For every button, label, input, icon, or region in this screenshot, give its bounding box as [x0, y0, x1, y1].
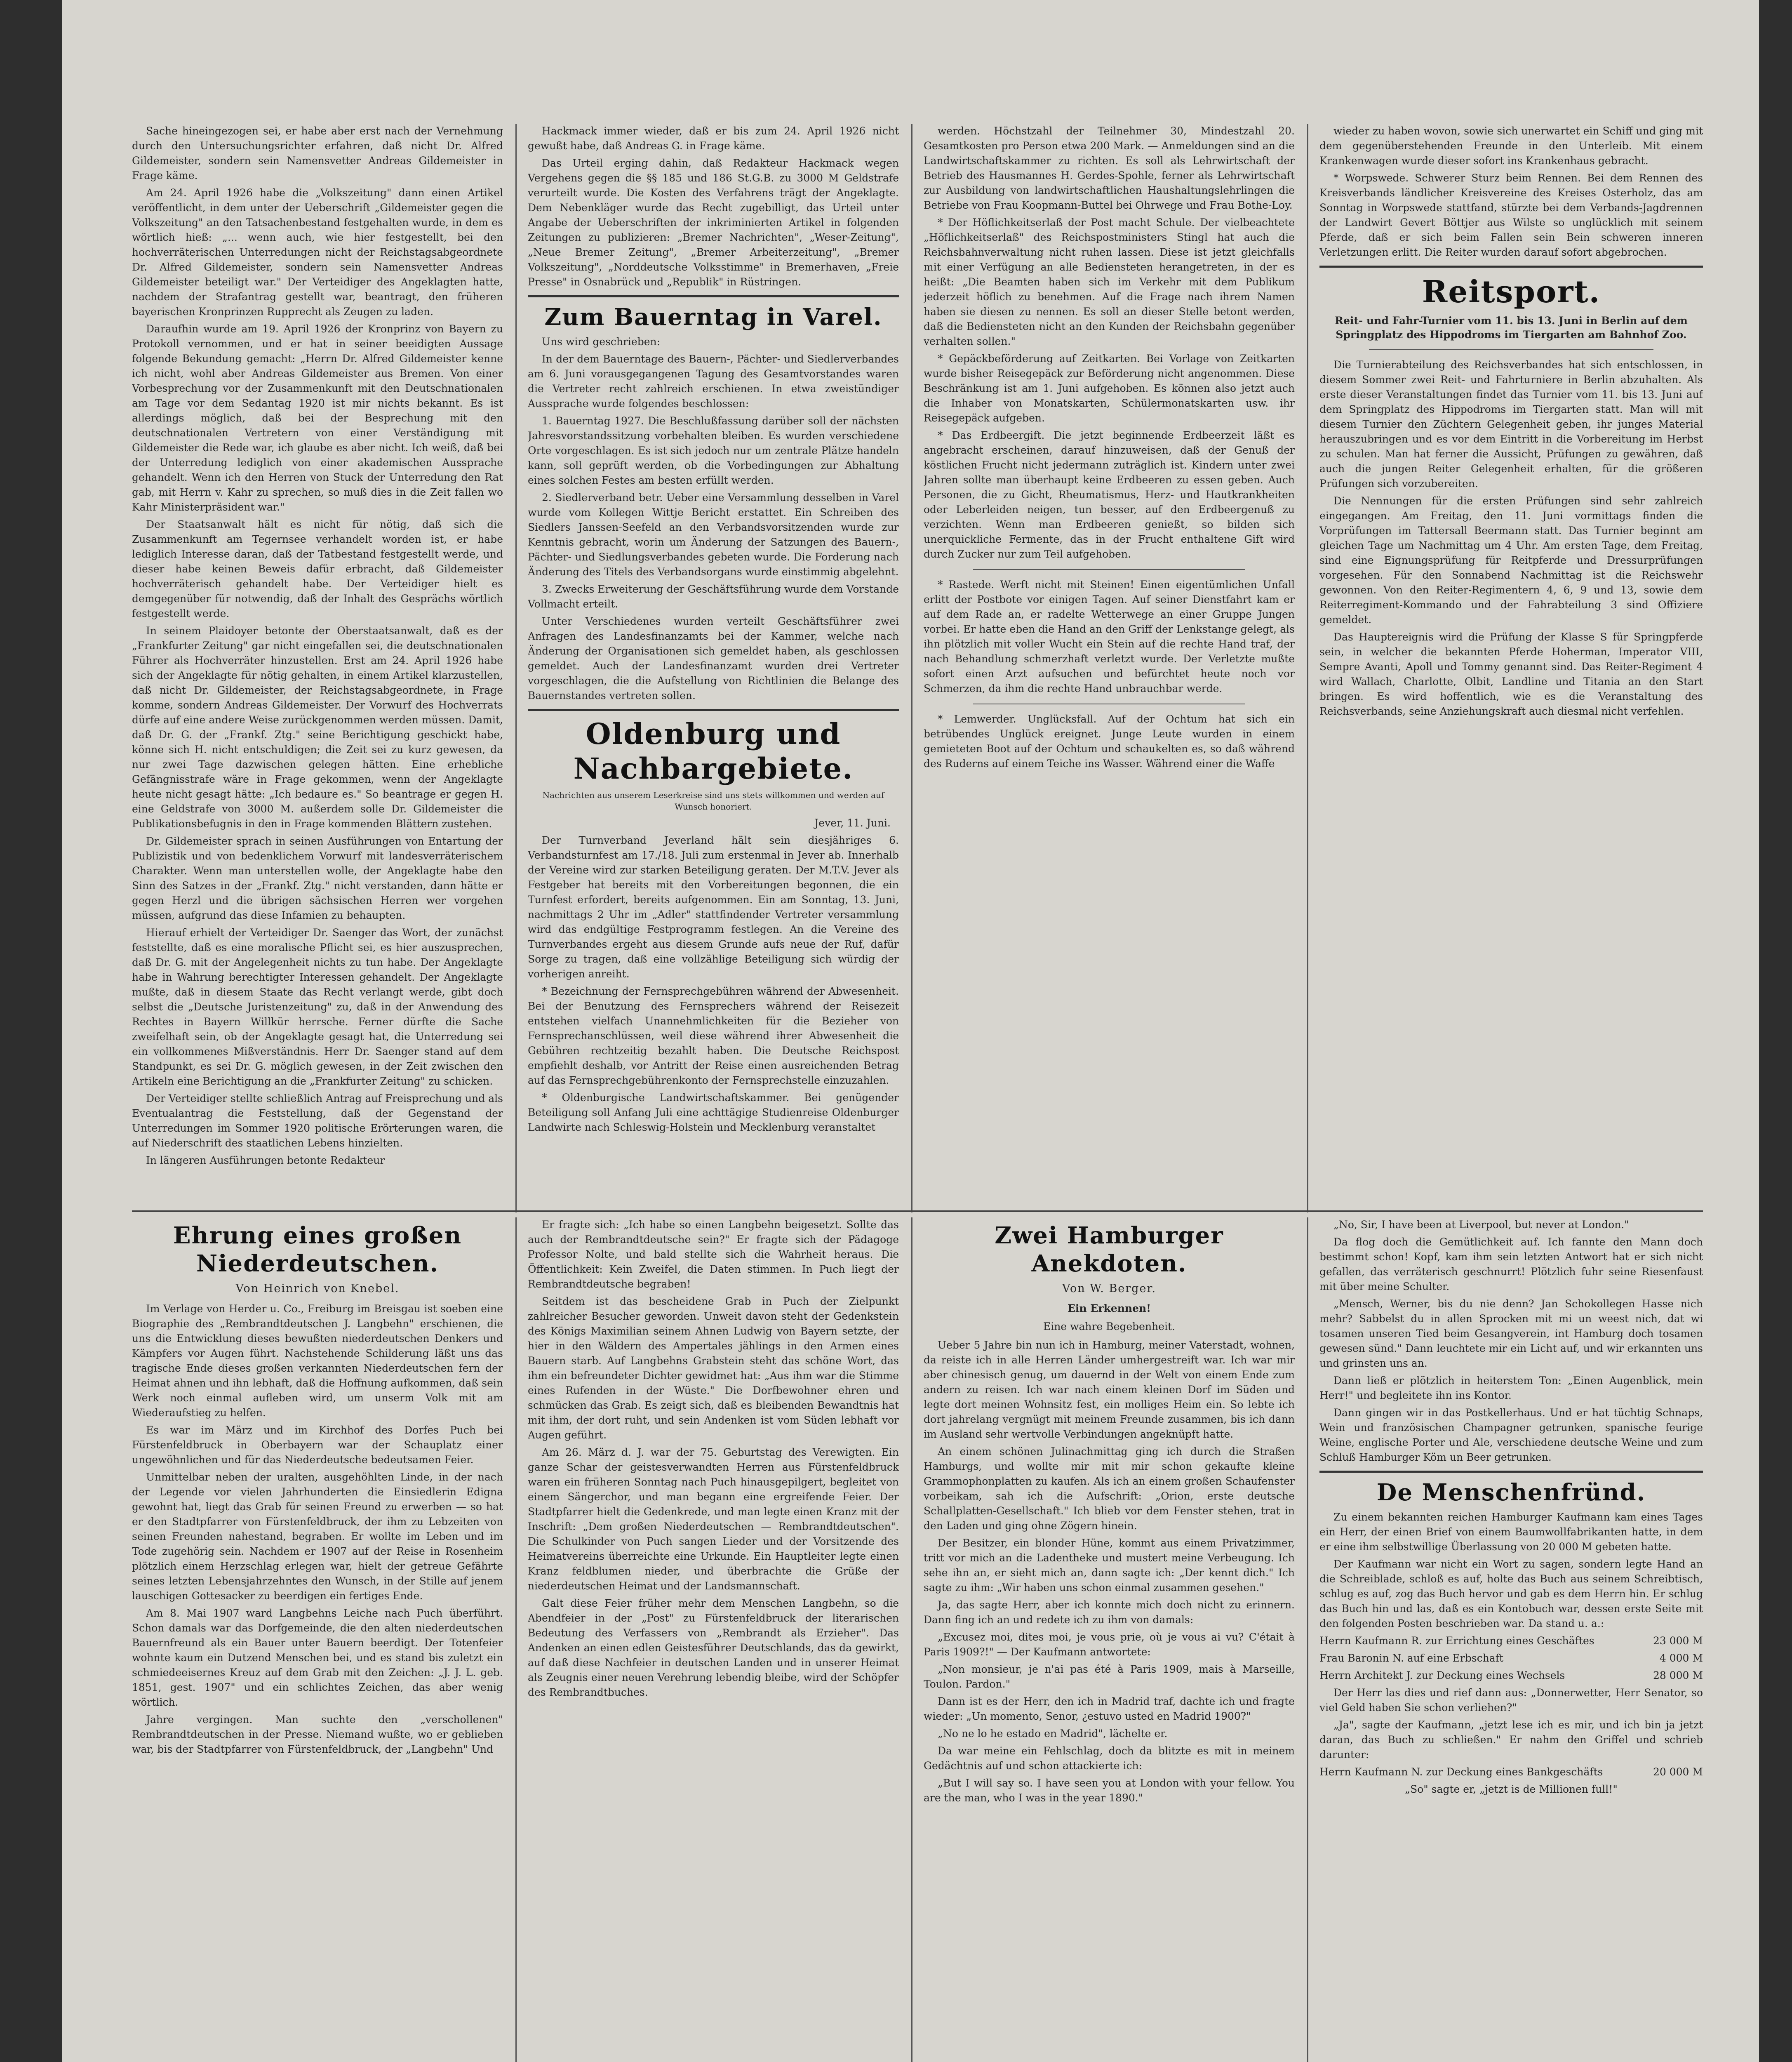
story-title: Ein Erkennen!	[1067, 1302, 1151, 1314]
article-subheadline: Reit- und Fahr-Turnier vom 11. bis 13. Juni in Berlin auf dem Springplatz des Hippodroms im Tiergarten am Bahnhof Zoo.	[1335, 315, 1688, 341]
column-3-anekdoten	[924, 1217, 1295, 2062]
ledger-amount: 20 000 M	[1653, 1766, 1703, 1778]
paragraph: Galt diese Feier früher mehr dem Menschen Langbehn, so die Abendfeier in der „Post" zu Fürstenfeldbruck der literarischen Bedeutung des Verfassers von „Rembrandt als Erzieher". Das Andenken an einen edlen Geistesführer Deutschlands, das da gewirkt, auf daß diese Nachfeier in deutschen Landen und in unserer Heimat als Zeugnis einer neuen Verehrung lebendig bleibe, wird der Schöpfer des Rembrandtbuches.	[528, 1597, 899, 1698]
paragraph: Sache hineingezogen sei, er habe aber erst nach der Vernehmung durch den Untersuchungsrichter erfahren, daß nicht Dr. Alfred Gildemeister, sondern sein Namensvetter Andreas Gildemeister in Frage käme.	[132, 125, 503, 181]
article-divider	[528, 295, 899, 297]
paragraph: * Gepäckbeförderung auf Zeitkarten. Bei Vorlage von Zeitkarten wurde bisher Reisegepäck zur Beförderung nicht angenommen. Diese Beschränkung ist am 1. Juni aufgehoben. Es können also jetzt auch die Inhaber von Monatskarten, Schülermonatskarten usw. ihr Reisegepäck aufgeben.	[924, 353, 1295, 424]
column-rule	[911, 1217, 912, 2062]
column-rule	[515, 1217, 517, 2062]
paragraph: 1. Bauerntag 1927. Die Beschlußfassung darüber soll der nächsten Jahresvorstandssitzung vorbehalten bleiben. Es wurden verschiedene Orte vorgeschlagen. Es ist sich jedoch nur um zentrale Plätze handeln kann, soll geprüft werden, ob die Vorbedingungen zur Abhaltung eines solchen Festes am besten erfüllt werden.	[528, 415, 899, 486]
column-2	[528, 124, 899, 1204]
ledger-entry	[1319, 1765, 1703, 1780]
column-2-ehrung-continued	[528, 1217, 899, 2062]
paragraph: Es war im März und im Kirchhof des Dorfes Puch bei Fürstenfeldbruck in Oberbayern war der Schauplatz einer ungewöhnlichen und für das Niederdeutsche bedeutsamen Feier.	[132, 1424, 503, 1466]
paragraph: „Ja", sagte der Kaufmann, „jetzt lese ich es mir, und ich bin ja jetzt daran, das Buch zu schließen." Er nahm den Griffel und schrieb darunter:	[1319, 1719, 1703, 1761]
closing-line: „So" sagte er, „jetzt is de Millionen full!"	[1405, 1783, 1618, 1795]
section-note: Nachrichten aus unserem Leserkreise sind uns stets willkommen und werden auf Wunsch honoriert.	[542, 790, 884, 812]
ledger-label: Herrn Kaufmann R. zur Errichtung eines Geschäftes	[1319, 1635, 1594, 1647]
paragraph: 3. Zwecks Erweiterung der Geschäftsführung wurde dem Vorstande Vollmacht erteilt.	[528, 583, 899, 610]
paragraph: Die Turnierabteilung des Reichsverbandes hat sich entschlossen, in diesem Sommer zwei Reit- und Fahrturniere in Berlin abzuhalten. Als erste dieser Veranstaltungen findet das Turnier vom 11. bis 13. Juni auf dem Springplatz des Hippodroms im Tiergarten statt. Man will mit diesem Turnier den Züchtern Gelegenheit geben, ihr junges Material herauszubringen und es vor dem Eintritt in die Vorbereitung im Herbst zu schulen. Man hat ferner die Aussicht, Prüfungen zu gewähren, daß auch die jungen Reiter Gelegenheit erhalten, für die größeren Prüfungen sich vorzubereiten.	[1319, 359, 1703, 490]
article-headline-anekdoten: Zwei Hamburger Anekdoten.	[995, 1222, 1224, 1277]
paragraph: 2. Siedlerverband betr. Ueber eine Versammlung desselben in Varel wurde vom Kollegen Wittje Bericht erstattet. Ein Schreiben des Siedlers Janssen-Seefeld an den Verbandsvorsitzenden wurde zur Kenntnis gebracht, worin um Änderung der Satzungen des Bauern-, Pächter- und Siedlungsverbandes gebeten wurde. Die Forderung nach Änderung des Titels des Verbandsorgans wurde einstimmig abgelehnt.	[528, 492, 899, 578]
paragraph: Das Urteil erging dahin, daß Redakteur Hackmack wegen Vergehens gegen die §§ 185 und 186 St.G.B. zu 3000 M Geldstrafe verurteilt wurde. Die Kosten des Verfahrens trägt der Angeklagte. Dem Nebenkläger wurde das Recht zugebilligt, das Urteil unter Angabe der Ueberschriften der inkriminierten Artikel in folgenden Zeitungen zu publizieren: „Bremer Nachrichten", „Weser-Zeitung", „Neue Bremer Zeitung", „Bremer Arbeiterzeitung", „Bremer Volkszeitung", „Norddeutsche Volksstimme" in Bremerhaven, „Freie Presse" in Osnabrück und „Republik" in Rüstringen.	[528, 157, 899, 288]
paragraph: Uns wird geschrieben:	[542, 336, 661, 348]
column-rule	[911, 124, 912, 1212]
article-divider	[528, 709, 899, 711]
paragraph: Dann gingen wir in das Postkellerhaus. Und er hat tüchtig Schnaps, Wein und französischen Champagner getrunken, spanische feurige Weine, englische Porter und Ale, verschiedene deutsche Weine und zum Schluß Hamburger Köm un Beer getrunken.	[1319, 1407, 1703, 1463]
paragraph: In längeren Ausführungen betonte Redakteur	[146, 1154, 385, 1166]
scan-border-left	[0, 0, 62, 2062]
paragraph: Dann ist es der Herr, den ich in Madrid traf, dachte ich und fragte wieder: „Un momento, Senor, ¿estuvo usted en Madrid 1900?"	[924, 1695, 1295, 1722]
newspaper-page	[62, 0, 1759, 2062]
paragraph: * Rastede. Werft nicht mit Steinen! Einen eigentümlichen Unfall erlitt der Postbote vor einigen Tagen. Auf seiner Dienstfahrt kam er auf dem Rade an, er radelte Wetterwege an einer Gruppe Jungen vorbei. Er hatte eben die Hand an den Griff der Lenkstange gelegt, als ihn plötzlich mit voller Wucht ein Stein auf die rechte Hand traf, der nach Behandlung schmerzhaft verletzt wurde. Der Verletzte mußte sofort einen Arzt aufsuchen und befürchtet heute noch vor Schmerzen, da ihm die rechte Hand unbrauchbar werde.	[924, 579, 1295, 694]
paragraph: Jahre vergingen. Man suchte den „verschollenen" Rembrandtdeutschen in der Presse. Niemand wußte, wo er geblieben war, bis der Stadtpfarrer von Fürstenfeldbruck, der „Langbehn" Und	[132, 1714, 503, 1755]
column-rule	[1307, 1217, 1308, 2062]
ledger-amount: 23 000 M	[1653, 1635, 1703, 1647]
section-headline-reitsport: Reitsport.	[1422, 274, 1601, 310]
column-1-ehrung	[132, 1217, 503, 2062]
paragraph: Zu einem bekannten reichen Hamburger Kaufmann kam eines Tages ein Herr, der einen Brief von einem Baumwollfabrikanten hatte, in dem er eine ihm selbstwillige Überlassung von 20 000 M gebeten hatte.	[1319, 1511, 1703, 1553]
paragraph: In der dem Bauerntage des Bauern-, Pächter- und Siedlerverbandes am 6. Juni vorausgegangenen Tagung des Gesamtvorstandes waren die Vertreter recht zahlreich erschienen. In etwa zweistündiger Aussprache wurde folgendes beschlossen:	[528, 353, 899, 410]
paragraph: „No, Sir, I have been at Liverpool, but never at London."	[1333, 1219, 1629, 1231]
paragraph: Seitdem ist das bescheidene Grab in Puch der Zielpunkt zahlreicher Besucher geworden. Unweit davon steht der Gedenkstein des Königs Maximilian seinem Ahnen Ludwig von Bayern setzte, der hier in den Wäldern des Ampertales jählings in den Armen eines Bauern starb. Auf Langbehns Grabstein steht das schöne Wort, das ihm ein befreundeter Dichter gewidmet hat: „Aus ihm war die Stimme eines Rufenden in der Wüste." Die Dorfbewohner ehren und schmücken das Grab. Es zeigt sich, daß es bleibenden Bewandtnis hat mit ihm, der dort ruht, und sein Andenken ist vom Süden lebhaft vor Augen geführt.	[528, 1295, 899, 1441]
paragraph: * Bezeichnung der Fernsprechgebühren während der Abwesenheit. Bei der Benutzung des Fernsprechers während der Reisezeit entstehen vielfach Unannehmlichkeiten für die Bezieher von Fernsprechanschlüssen, weil diese während ihrer Abwesenheit die Gebühren rechtzeitig bezahlt haben. Die Deutsche Reichspost empfiehlt deshalb, vor Antritt der Reise einen ausreichenden Betrag auf das Fernsprechgebührenkonto der Fernsprechstelle einzuzahlen.	[528, 985, 899, 1086]
article-byline: Von W. Berger.	[1062, 1282, 1156, 1295]
article-headline-ehrung: Ehrung eines großen Niederdeutschen.	[173, 1222, 462, 1277]
page-content	[132, 124, 1703, 2062]
ledger-entry	[1319, 1651, 1703, 1666]
item-divider	[1369, 349, 1653, 350]
column-rule	[515, 124, 517, 1212]
paragraph: Hierauf erhielt der Verteidiger Dr. Saenger das Wort, der zunächst feststellte, daß es eine moralische Pflicht sei, es hier auszusprechen, daß Dr. G. mit der Angelegenheit nichts zu tun habe. Der Angeklagte habe in Wahrung berechtigter Interessen gehandelt. Der Angeklagte mußte, daß in diesem Staate das Recht verlangt werde, gibt doch selbst die „Deutsche Juristenzeitung" zu, daß in der Anwendung des Rechtes in Bayern Willkür herrsche. Ferner dürfte die Sache zweifelhaft sein, ob der Angeklagte gesagt hat, die Unterredung sei ein vollkommenes Mißverständnis. Herr Dr. Saenger stand auf dem Standpunkt, es sei Dr. G. möglich gewesen, in der Zeit zwischen den Artikeln eine Berichtigung an die „Frankfurter Zeitung" zu schicken.	[132, 927, 503, 1087]
ledger-label: Frau Baronin N. auf eine Erbschaft	[1319, 1652, 1504, 1664]
paragraph: Der Verteidiger stellte schließlich Antrag auf Freisprechung und als Eventualantrag die Feststellung, daß der Gegenstand der Unterredungen im Sommer 1920 politische Erörterungen waren, die auf Niederschrift des staatlichen Lebens hinzielten.	[132, 1092, 503, 1149]
scan-border-right	[1759, 0, 1792, 2062]
paragraph: * Worpswede. Schwerer Sturz beim Rennen. Bei dem Rennen des Kreisverbands ländlicher Kreisvereine des Kreises Osterholz, das am Sonntag in Worpswede stattfand, stürzte bei dem Verbands-Jagdrennen der Landwirt Gevert Böttjer aus Wilste so unglücklich mit seinem Pferde, daß er sich beim Fallen sein Bein schweren inneren Verletzungen erlitt. Die Reiter wurden darauf sofort abgebrochen.	[1319, 172, 1703, 258]
paragraph: Im Verlage von Herder u. Co., Freiburg im Breisgau ist soeben eine Biographie des „Rembrandtdeutschen J. Langbehn" erschienen, die uns die Entwicklung dieses bewußten niederdeutschen Denkers und Kämpfers vor Augen führt. Nachstehende Schilderung läßt uns das tragische Ende dieses großen verkannten Niederdeutschen fern der Heimat ahnen und ihn lebhaft, daß die Hoffnung aufkommen, daß sein Werk noch einmal aufleben wird, um unserm Volk mit am Wiederaufstieg zu helfen.	[132, 1303, 503, 1419]
paragraph: Daraufhin wurde am 19. April 1926 der Kronprinz von Bayern zu Protokoll vernommen, und er hat in seiner beeidigten Aussage folgende Bekundung gemacht: „Herrn Dr. Alfred Gildemeister kenne ich nicht, wohl aber Andreas Gildemeister aus Bremen. Von einer Vorbesprechung vor der Zusammenkunft mit den Deutschnationalen am Tage vor dem Sedantag 1920 ist mir nichts bekannt. Es ist allerdings möglich, daß bei der Besprechung mit den deutschnationalen Vertretern von einer Verständigung mit Gildemeister die Rede war, ich glaube es aber nicht. Ich weiß, daß bei der Unterredung lediglich von einer akademischen Aussprache gehandelt. Wenn ich den Herren von Stuck der Unterredung den Rat gab, mit Herrn v. Kahr zu sprechen, so muß dies in die Zeit fallen wo Kahr Ministerpräsident war."	[132, 323, 503, 513]
ledger-entry	[1319, 1668, 1703, 1683]
paragraph: Der Herr las dies und rief dann aus: „Donnerwetter, Herr Senator, so viel Geld haben Sie schon verliehen?"	[1319, 1687, 1703, 1714]
ledger-entry	[1319, 1634, 1703, 1648]
paragraph: Am 26. März d. J. war der 75. Geburtstag des Verewigten. Ein ganze Schar der geistesverwandten Herren aus Fürstenfeldbruck waren ein früheren Sonntag nach Puch hinausgepilgert, begleitet von einem Sängerchor, und man begann eine ergreifende Feier. Der Stadtpfarrer hielt die Gedenkrede, und man legte einen Kranz mit der Inschrift: „Dem großen Niederdeutschen — Rembrandtdeutschen". Die Schulkinder von Puch sangen Lieder und der Vorsitzende des Heimatvereins überreichte eine Urkunde. Ein Hauptleiter legte einen Kranz feldblumen nieder, und überbrachte die Grüße der niederdeutschen Heimat und der Landsmannschaft.	[528, 1446, 899, 1592]
section-divider	[132, 1210, 1703, 1212]
column-1-court-report	[132, 124, 503, 1204]
article-divider	[1319, 1471, 1703, 1473]
paragraph: „Excusez moi, dites moi, je vous prie, où je vous ai vu? C'était à Paris 1909?!" — Der Kaufmann antwortete:	[924, 1631, 1295, 1658]
item-divider	[973, 569, 1245, 570]
ledger-label: Herrn Architekt J. zur Deckung eines Wechsels	[1319, 1669, 1565, 1681]
paragraph: Der Turnverband Jeverland hält sein diesjähriges 6. Verbandsturnfest am 17./18. Juli zum erstenmal in Jever ab. Innerhalb der Vereine wird zur starken Beteiligung geraten. Der M.T.V. Jever als Festgeber hat bereits mit den Vorbereitungen begonnen, die ein Turnfest erfordert, bereits aufgenommen. Ein am Sonntag, 13. Juni, nachmittags 2 Uhr im „Adler" stattfindender Vertreter versammlung wird das endgültige Festprogramm festlegen. An die Vereine des Turnverbandes ergeht aus diesem Grunde aufs neue der Ruf, dafür Sorge zu tragen, daß eine vollzählige Beteiligung sich würdig der vorherigen anreiht.	[528, 834, 899, 980]
paragraph: Der Staatsanwalt hält es nicht für nötig, daß sich die Zusammenkunft am Tegernsee verhandelt worden ist, er habe lediglich Interesse daran, daß der Tatbestand festgestellt werde, und dieser habe keinen Beweis dafür erbracht, daß Gildemeister hochverräterisch gehandelt habe. Der Verteidiger hielt es demgegenüber für notwendig, daß der Inhalt des Gesprächs wörtlich festgestellt werde.	[132, 518, 503, 619]
paragraph: Ueber 5 Jahre bin nun ich in Hamburg, meiner Vaterstadt, wohnen, da reiste ich in alle Herren Länder umhergestreift war. Ich war mir aber chinesisch genug, um dauernd in der Welt von einem Ende zum andern zu reisen. Ich war nach einem kleinen Dorf im Süden und legte dort meinen Wohnsitz fest, ein molliges Heim ein. So lebte ich dort jahrelang vergnügt mit meinem Freunde zusammen, bis ich dann im Ausland sehr wertvolle Verbindungen angeknüpft hatte.	[924, 1339, 1295, 1440]
ledger-label: Herrn Kaufmann N. zur Deckung eines Bankgeschäfts	[1319, 1766, 1603, 1778]
paragraph: Das Hauptereignis wird die Prüfung der Klasse S für Springpferde sein, in welcher die bekannten Pferde Hoherman, Imperator VIII, Sempre Avanti, Apoll und Tommy genannt sind. Das Reiter-Regiment 4 wird Wallach, Charlotte, Olbit, Landline und Titania an den Start bringen. Es wird hoffentlich, wie es die Veranstaltung des Reichsverbands, seine Anziehungskraft auch diesmal nicht verfehlen.	[1319, 631, 1703, 717]
paragraph: Er fragte sich: „Ich habe so einen Langbehn beigesetzt. Sollte das auch der Rembrandtdeutsche sein?" Er fragte sich der Pädagoge Professor Nolte, und bald stellte sich die Wahrheit heraus. Die Öffentlichkeit: Kein Zweifel, die Daten stimmen. In Puch liegt der Rembrandtdeutsche begraben!	[528, 1219, 899, 1290]
paragraph: In seinem Plaidoyer betonte der Oberstaatsanwalt, daß es der „Frankfurter Zeitung" gar nicht eingefallen sei, die deutschnationalen Führer als Hochverräter hinzustellen. Erst am 24. April 1926 habe sich der Angeklagte für nötig gehalten, in einem Artikel klarzustellen, daß nicht Dr. Gildemeister, der Reichstagsabgeordnete, in Frage komme, sondern Andreas Gildemeister. Der Vorwurf des Hochverrats dürfe auf eine andere Weise zurückgenommen werden müssen. Damit, daß Dr. G. der „Frankf. Ztg." seine Berichtigung geschickt habe, könne sich H. nicht entschuldigen; die Zeit sei zu kurz gewesen, da nur zwei Tage dazwischen gelegen hätten. Eine erhebliche Gefängnisstrafe wäre in Frage gekommen, wenn der Angeklagte heute nicht gesagt hätte: „Ich bedaure es." So beantrage er gegen H. eine Geldstrafe von 3000 M. außerdem solle Dr. Gildemeister die Publikationsbefugnis in den in Frage kommenden Blättern zustehen.	[132, 625, 503, 830]
paragraph: „But I will say so. I have seen you at London with your fellow. You are the man, who I was in the year 1890."	[924, 1777, 1295, 1804]
paragraph: Ja, das sagte Herr, aber ich konnte mich doch nicht zu erinnern. Dann fing ich an und redete ich zu ihm von damals:	[924, 1599, 1295, 1626]
article-byline: Von Heinrich von Knebel.	[235, 1282, 400, 1295]
paragraph: Dr. Gildemeister sprach in seinen Ausführungen von Entartung der Publizistik und von bedenklichem Vorwurf mit landesverräterischem Charakter. Wenn man unterstellen wolle, der Angeklagte habe den Sinn des Satzes in der „Frankf. Ztg." nicht verstanden, dann hätte er gegen Herzl und die übrigen sächsischen Herren wer vorgehen müssen, aufgrund das diese Infamien zu behaupten.	[132, 835, 503, 921]
paragraph: Unter Verschiedenes wurden verteilt Geschäftsführer zwei Anfragen des Landesfinanzamts bei der Kammer, welche nach Änderung der Organisationen sich gemeldet haben, als geschlossen gemeldet. Auch der Landesfinanzamt wurden drei Vertreter vorgeschlagen, die die Aufstellung von Richtlinien die Belange des Bauernstandes vertreten sollen.	[528, 615, 899, 701]
paragraph: Am 8. Mai 1907 ward Langbehns Leiche nach Puch überführt. Schon damals war das Dorfgemeinde, die den alten niederdeutschen Bauernfreund als ein Bauer unter Bauern beerdigt. Der Totenfeier wohnte kaum ein Dutzend Menschen bei, und es stand bis zuletzt ein schmiedeeisernes Kreuz auf dem Grab mit den Zeichen: „J. J. L. geb. 1851, gest. 1907" und ein schlichtes Zeichen, das aber wenig wörtlich.	[132, 1607, 503, 1708]
column-3	[924, 124, 1295, 1204]
article-headline-bauerntag: Zum Bauerntag in Varel.	[544, 304, 882, 331]
column-rule	[1307, 124, 1308, 1212]
paragraph: Hackmack immer wieder, daß er bis zum 24. April 1926 nicht gewußt habe, daß Andreas G. in Frage käme.	[528, 125, 899, 152]
paragraph: Am 24. April 1926 habe die „Volkszeitung" dann einen Artikel veröffentlicht, in dem unter der Ueberschrift „Gildemeister gegen die Volkszeitung" an den Tatsachenbestand festgehalten wurde, in dem es wörtlich hieß: „... wenn auch, wie hier festgestellt, bei den hochverräterischen Unterredungen nicht der Reichstagsabgeordnete Dr. Alfred Gildemeister, sondern sein Namensvetter Andreas Gildemeister beteiligt war." Der Verteidiger des Angeklagten hatte, nachdem der Strafantrag gestellt war, beantragt, den früheren bayerischen Kronprinzen Rupprecht als Zeugen zu laden.	[132, 187, 503, 318]
paragraph: * Oldenburgische Landwirtschaftskammer. Bei genügender Beteiligung soll Anfang Juli eine achttägige Studienreise Oldenburger Landwirte nach Schleswig-Holstein und Mecklenburg veranstaltet	[528, 1092, 899, 1133]
paragraph: „Non monsieur, je n'ai pas été à Paris 1909, mais à Marseille, Toulon. Pardon."	[924, 1663, 1295, 1690]
paragraph: Da flog doch die Gemütlichkeit auf. Ich fannte den Mann doch bestimmt schon! Kopf, kam ihm sein letzten Antwort hat er sich nicht gefallen, das verräterisch geschnurrt! Plötzlich fuhr seine Riesenfaust mit über meine Schulter.	[1319, 1236, 1703, 1292]
paragraph: An einem schönen Julinachmittag ging ich durch die Straßen Hamburgs, und wollte mir mit mir schon gekaufte kleine Grammophonplatten zu kaufen. Als ich an einem großen Schaufenster vorbeikam, sah ich die Aufschrift: „Orion, erste deutsche Schallplatten-Gesellschaft." Ich blieb vor dem Fenster stehen, trat in den Laden und ging ohne Zögern hinein.	[924, 1445, 1295, 1532]
paragraph: * Lemwerder. Unglücksfall. Auf der Ochtum hat sich ein betrübendes Unglück ereignet. Junge Leute wurden in einem gemieteten Boot auf der Ochtum und schaukelten es, so daß während des Ruderns auf einem Teiche ins Wasser. Während einer die Waffe	[924, 713, 1295, 770]
ledger-amount: 4 000 M	[1659, 1652, 1703, 1664]
paragraph: * Der Höflichkeitserlaß der Post macht Schule. Der vielbeachtete „Höflichkeitserlaß" des Reichspostministers Stingl hat auch die Reichsbahnverwaltung nicht ruhen lassen. Diese ist jetzt gleichfalls mit einer Verfügung an alle Bediensteten herangetreten, in der es heißt: „Die Beamten haben sich im Verkehr mit dem Publikum jederzeit höflich zu benehmen. Auf die Frage nach ihrem Namen haben sie diesen zu nennen. Es soll an dieser Stelle betont werden, daß die Bediensteten nicht an den Kunden der Reichsbahn gegenüber verhalten sollen."	[924, 217, 1295, 347]
section-headline-oldenburg: Oldenburg und Nachbargebiete.	[573, 717, 854, 786]
paragraph: „No ne lo he estado en Madrid", lächelte er.	[938, 1728, 1168, 1740]
story-subtitle: Eine wahre Begebenheit.	[1043, 1321, 1175, 1332]
paragraph: Der Besitzer, ein blonder Hüne, kommt aus einem Privatzimmer, tritt vor mich an die Ladentheke und mustert meine Verbeugung. Ich sehe ihn an, er sieht mich an, dann sagte ich: „Der kennt dich." Ich sagte zu ihm: „Wir haben uns schon einmal zusammen gesehen."	[924, 1537, 1295, 1594]
paragraph: Da war meine ein Fehlschlag, doch da blitzte es mit in meinem Gedächtnis auf und schon attackierte ich:	[924, 1745, 1295, 1772]
paragraph: Unmittelbar neben der uralten, ausgehöhlten Linde, in der nach der Legende vor vielen Jahrhunderten die Einsiedlerin Edigna gewohnt hat, liegt das Grab für seinen Freund zu erwerben — so hat er den Stadtpfarrer von Fürstenfeldbruck, der ihm zu Lebzeiten von seinen Freunden nahestand, begraben. Er wollte im Leben und im Tode zugehörig sein. Nachdem er 1907 auf der Reise in Rosenheim plötzlich einem Herzschlag erlegen war, hielt der getreue Gefährte seines letzten Lebensjahrzehntes den Wunsch, in der Stille auf jenem lauschigen Gottesacker zu beerdigen ein fertiges Ende.	[132, 1471, 503, 1602]
paragraph: wieder zu haben wovon, sowie sich unerwartet ein Schiff und ging mit dem gegenüberstehenden Freunde in den Unterleib. Mit einem Krankenwagen wurde dieser sofort ins Krankenhaus gebracht.	[1319, 125, 1703, 167]
paragraph: „Mensch, Werner, bis du nie denn? Jan Schokollegen Hasse nich mehr? Sabbelst du in allen Sprocken mit mi un weest nich, dat wi tosamen unseren Tied beim Gesangverein, int Hamburg doch tosamen gewesen sünd." Dann leuchtete mir ein Licht auf, und wir erkannten uns und grinsten uns an.	[1319, 1298, 1703, 1369]
paragraph: Die Nennungen für die ersten Prüfungen sind sehr zahlreich eingegangen. Am Freitag, den 11. Juni vormittags finden die Vorprüfungen im Tattersall Beermann statt. Das Turnier beginnt am gleichen Tage um Nachmittag um 4 Uhr. Am ersten Tage, dem Freitag, sind eine Eignungsprüfung für Reitpferde und Dressurprüfungen vorgesehen. Für den Sonnabend Nachmittag ist die Reichswehr gewonnen. Von den Reiter-Regimentern 4, 6, 9 und 13, sowie dem Reiterregiment-Kommando und der Fahrabteilung 3 sind Offiziere gemeldet.	[1319, 495, 1703, 626]
paragraph: werden. Höchstzahl der Teilnehmer 30, Mindestzahl 20. Gesamtkosten pro Person etwa 200 Mark. — Anmeldungen sind an die Landwirtschaftskammer zu richten. Es soll als Lehrwirtschaft der Betrieb des Hausmannes H. Gerdes-Spohle, ferner als Lehrwirtschaft zur Ausbildung von landwirtschaftlichen Haushaltungslehrlingen die Betriebe von Frau Koopmann-Buttel bei Ohrwege und Frau Bothe-Loy.	[924, 125, 1295, 211]
ledger-amount: 28 000 M	[1653, 1669, 1703, 1681]
story-headline-menschenfreund: De Menschenfründ.	[1376, 1479, 1646, 1506]
paragraph: Dann ließ er plötzlich in heiterstem Ton: „Einen Augenblick, mein Herr!" und begleitete ihn ins Kontor.	[1319, 1375, 1703, 1401]
column-4-anekdoten-continued	[1319, 1217, 1703, 2062]
article-divider	[1319, 266, 1703, 268]
dateline: Jever, 11. Juni.	[814, 817, 891, 829]
paragraph: * Das Erdbeergift. Die jetzt beginnende Erdbeerzeit läßt es angebracht erscheinen, darauf hinzuweisen, daß der Genuß der köstlichen Frucht nicht jedermann zuträglich ist. Kindern unter zwei Jahren sollte man überhaupt keine Erdbeeren zu essen geben. Auch Personen, die zu Gicht, Rheumatismus, Herz- und Hautkrankheiten oder Leberleiden neigen, tun besser, auf den Erdbeergenuß zu verzichten. Wenn man Erdbeeren genießt, so bilden sich unerquickliche Fermente, das in der Frucht enthaltene Gift wird durch Zucker nur zum Teil aufgehoben.	[924, 429, 1295, 560]
paragraph: Der Kaufmann war nicht ein Wort zu sagen, sondern legte Hand an die Schreiblade, schloß es auf, holte das Buch aus seinem Schreibtisch, schlug es auf, zog das Buch hervor und gab es dem Herrn hin. Er schlug das Buch hin und las, daß es ein Kontobuch war, dessen erste Seite mit den folgenden Posten beschrieben war. Da stand u. a.:	[1319, 1558, 1703, 1629]
column-4	[1319, 124, 1703, 1204]
